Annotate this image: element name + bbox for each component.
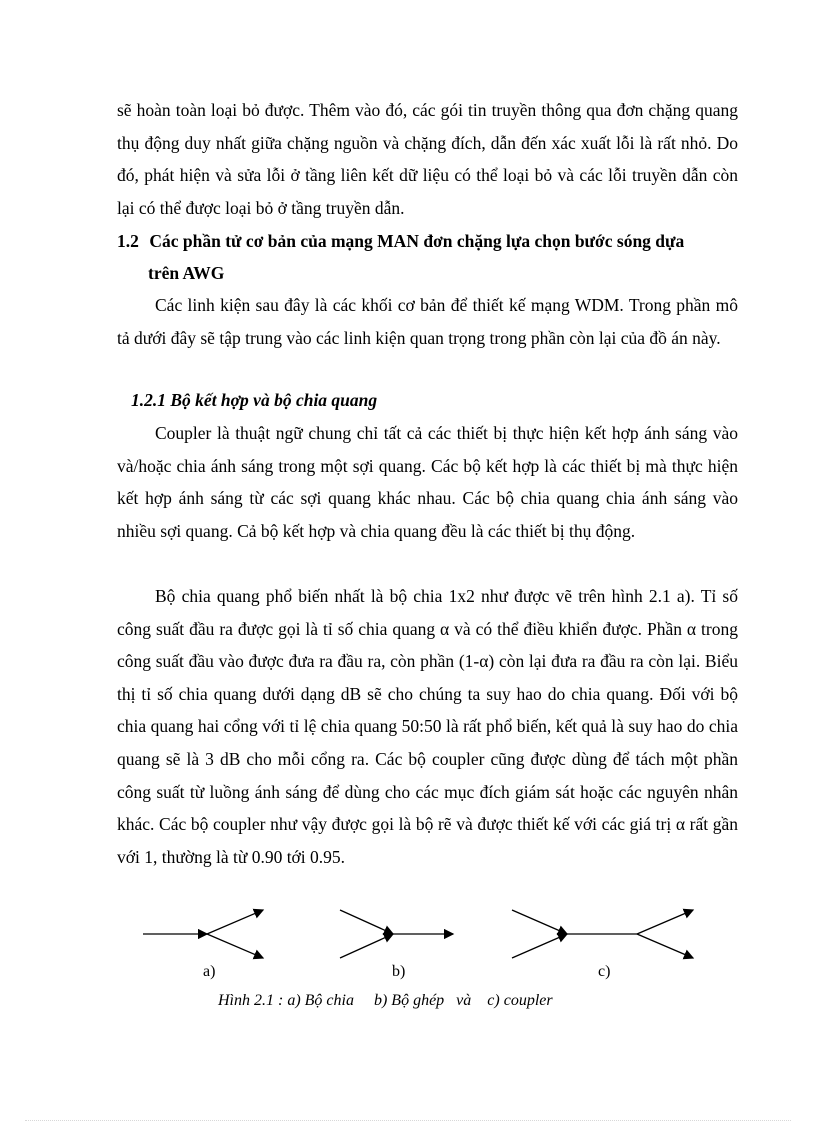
figure-label-c: c)	[598, 963, 611, 980]
section-title-line2: trên AWG	[148, 263, 225, 283]
section-title-line1: Các phần tử cơ bản của mạng MAN đơn chặng lựa chọn bước sóng dựa	[149, 231, 685, 251]
figure-caption: Hình 2.1 : a) Bộ chia b) Bộ ghép và c) coupler	[218, 992, 553, 1009]
figure-coupler-diagrams	[135, 900, 735, 980]
paragraph-components-intro: Các linh kiện sau đây là các khối cơ bản để thiết kế mạng WDM. Trong phần mô tả dưới đây sẽ tập trung vào các linh kiện quan trọng trong phần còn lại của đồ án này.	[117, 295, 738, 348]
coupler-diagram	[512, 910, 693, 958]
splitter-diagram	[143, 910, 263, 958]
section-heading-1-2	[117, 225, 757, 289]
figure-label-b: b)	[392, 963, 406, 980]
figure-label-a: a)	[203, 963, 216, 980]
combiner-diagram	[340, 910, 453, 958]
section-number: 1.2	[117, 231, 139, 251]
paragraph-intro-continuation: sẽ hoàn toàn loại bỏ được. Thêm vào đó, các gói tin truyền thông qua đơn chặng quang thụ động duy nhất giữa chặng nguồn và chặng đích, dẫn đến xác xuất lỗi là rất nhỏ. Do đó, phát hiện và sửa lỗi ở tầng liên kết dữ liệu có thể loại bỏ và các lỗi truyền dẫn còn lại có thể được loại bỏ ở tầng truyền dẫn.	[117, 100, 738, 218]
paragraph-coupler-definition: Coupler là thuật ngữ chung chỉ tất cả các thiết bị thực hiện kết hợp ánh sáng vào và/hoặc chia ánh sáng trong một sợi quang. Các bộ kết hợp là các thiết bị mà thực hiện kết hợp ánh sáng từ các sợi quang khác nhau. Các bộ chia quang chia ánh sáng vào nhiều sợi quang. Cả bộ kết hợp và chia quang đều là các thiết bị thụ động.	[117, 423, 738, 541]
page-bottom-divider	[25, 1120, 791, 1121]
paragraph-splitter-description: Bộ chia quang phổ biến nhất là bộ chia 1x2 như được vẽ trên hình 2.1 a). Tỉ số công suất đầu ra được gọi là tỉ số chia quang α và có thể điều khiển được. Phần α trong công suất đầu vào được đưa ra đầu ra, còn phần (1-α) còn lại đưa ra đầu ra còn lại. Biểu thị tỉ số chia quang dưới dạng dB sẽ cho chúng ta suy hao do chia quang. Đối với bộ chia quang hai cổng với tỉ lệ chia quang 50:50 là rất phổ biến, kết quả là suy hao do chia quang sẽ là 3 dB cho mỗi cổng ra. Các bộ coupler cũng được dùng để tách một phần công suất từ luồng ánh sáng để dùng cho các mục đích giám sát hoặc các nguyên nhân khác. Các bộ coupler như vậy được gọi là bộ rẽ và được thiết kế với các giá trị α rất gần với 1, thường là từ 0.90 tới 0.95.	[117, 586, 738, 867]
subsection-heading-1-2-1: 1.2.1 Bộ kết hợp và bộ chia quang	[131, 390, 378, 410]
